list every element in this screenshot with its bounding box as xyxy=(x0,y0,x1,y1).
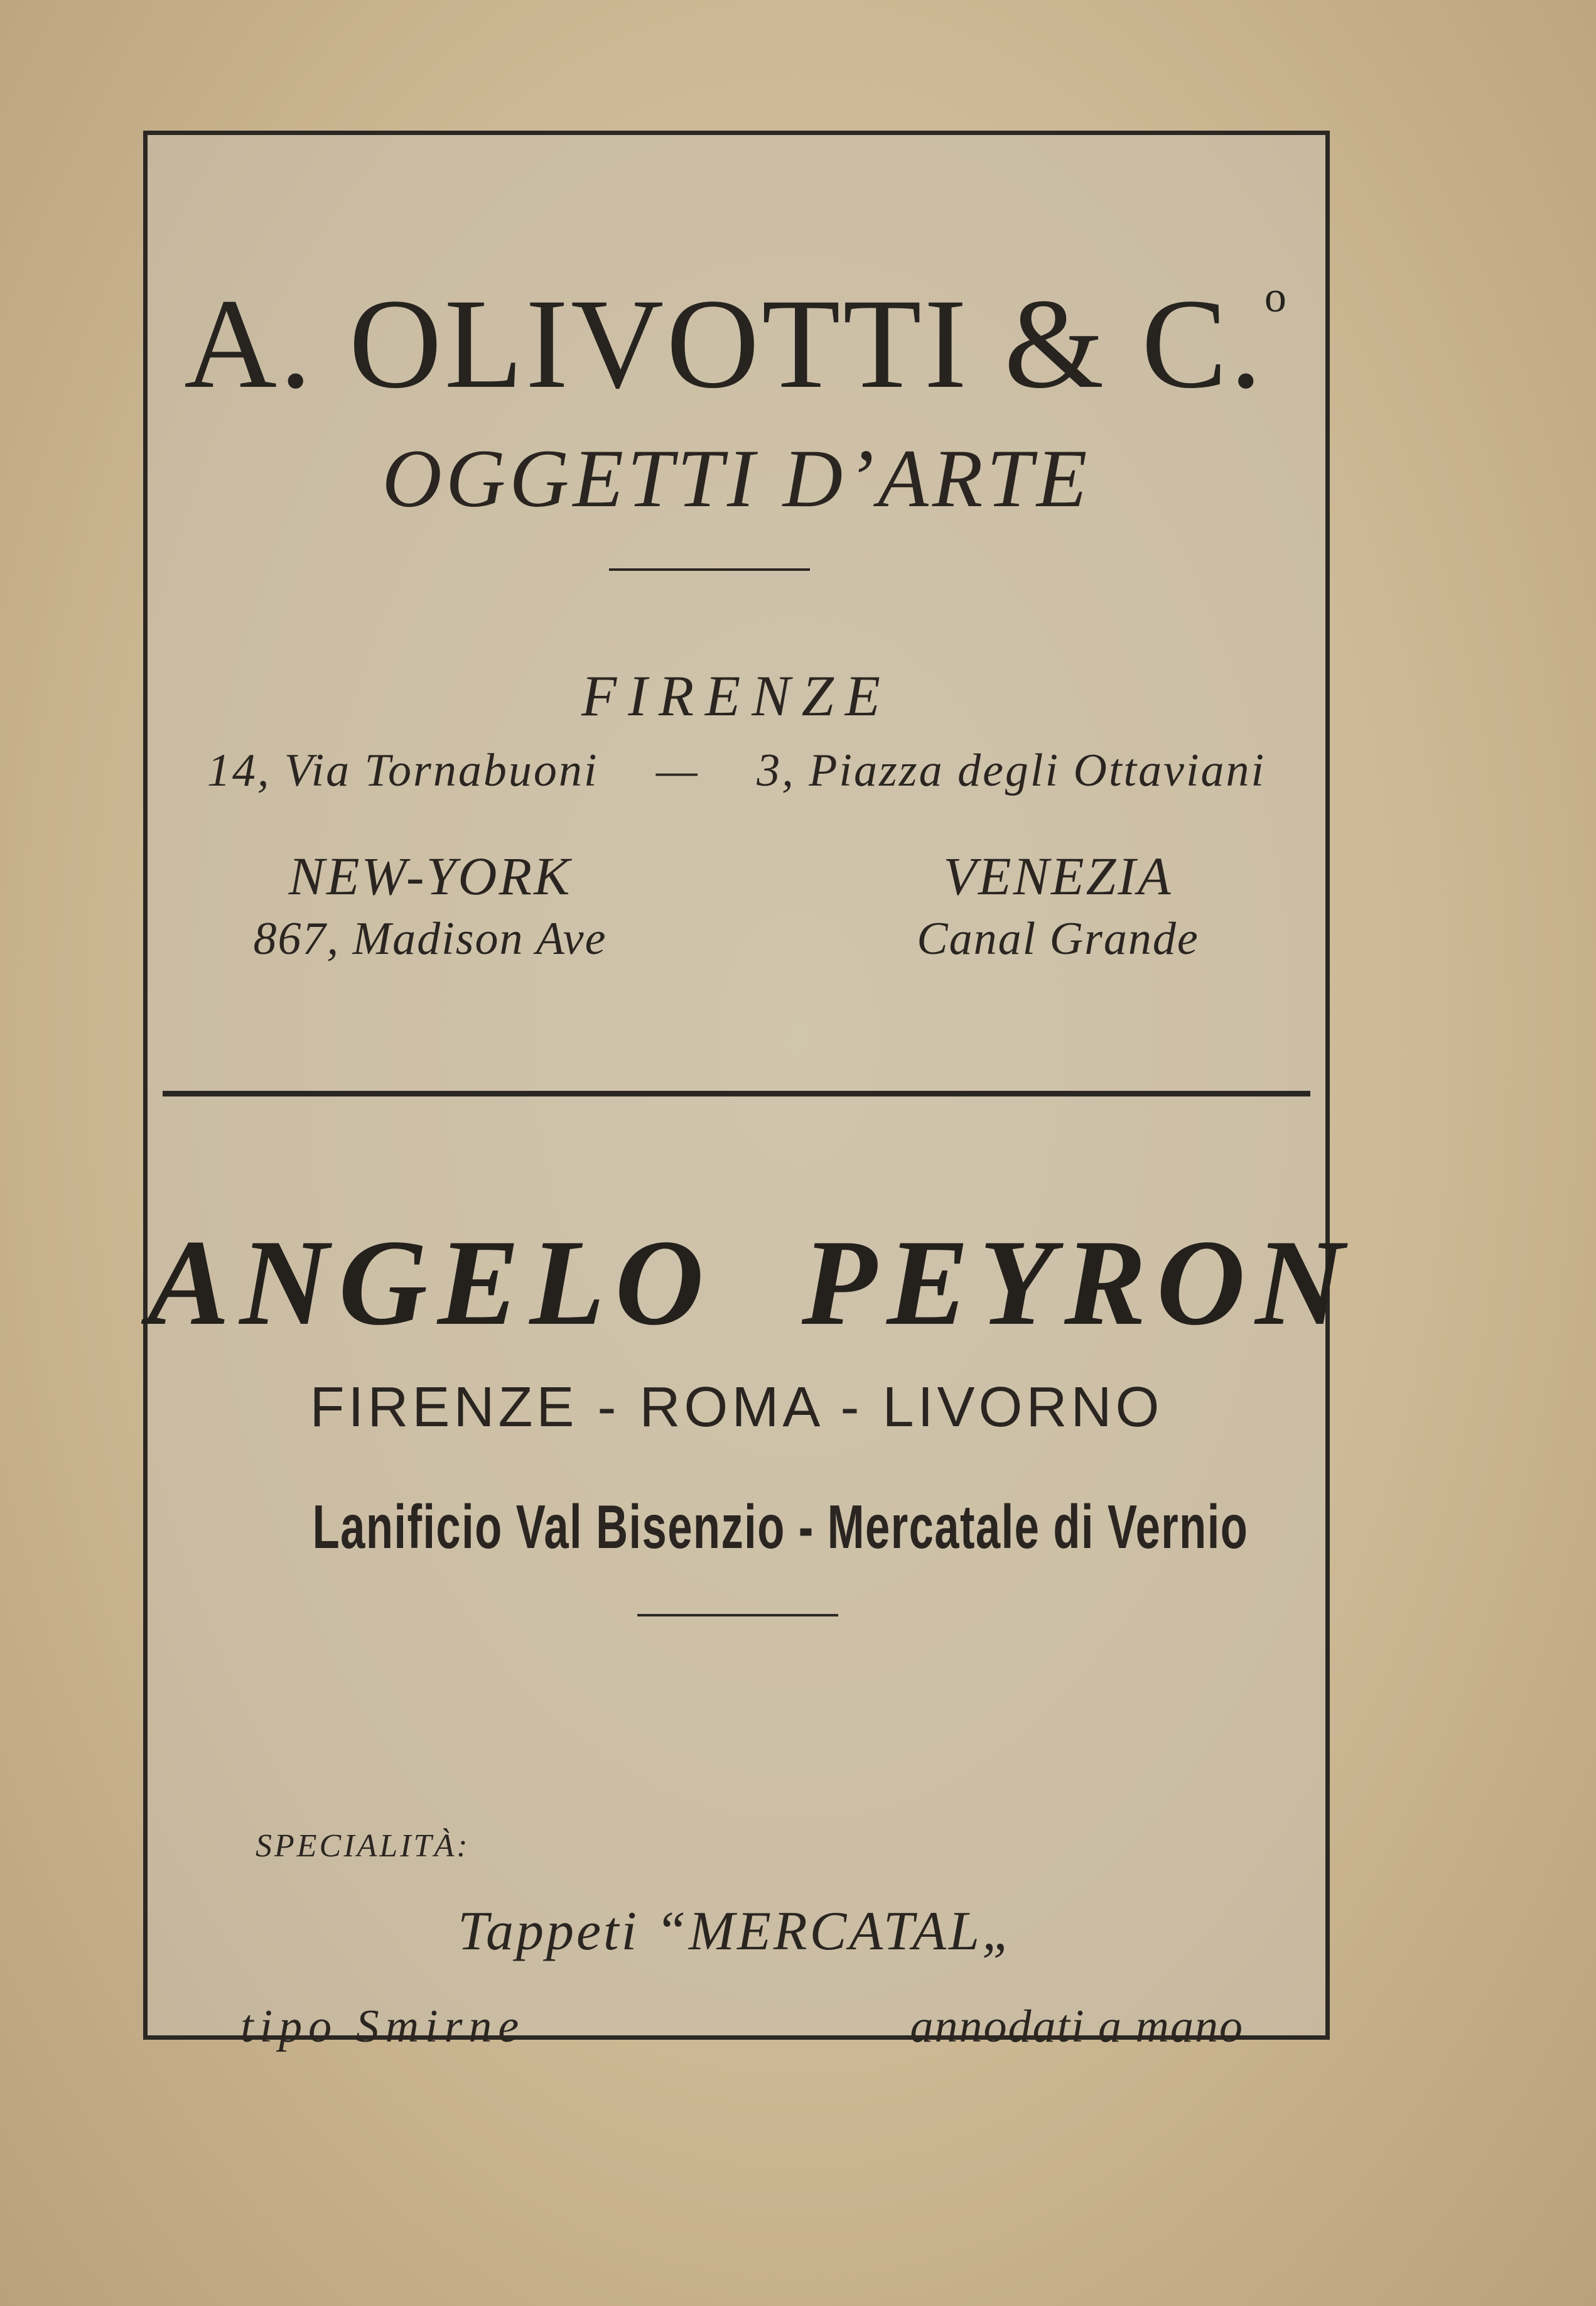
olivotti-branch-venezia xyxy=(863,845,1253,966)
olivotti-address-separator: — xyxy=(655,745,699,796)
advertisement-frame xyxy=(143,131,1354,2052)
olivotti-company-suffix: o xyxy=(1264,273,1289,322)
olivotti-address-right: 3, Piazza degli Ottaviani xyxy=(757,745,1266,796)
olivotti-main-address xyxy=(148,744,1325,798)
olivotti-short-rule xyxy=(609,568,810,571)
olivotti-address-left: 14, Via Tornabuoni xyxy=(207,745,599,796)
peyron-last-name: PEYRON xyxy=(801,1215,1354,1351)
branch-address: 867, Madison Ave xyxy=(253,913,607,965)
olivotti-branch-newyork xyxy=(235,845,625,966)
product-type-right: annodati a mano xyxy=(910,2001,1244,2052)
peyron-first-name: ANGELO xyxy=(148,1215,714,1351)
peyron-short-rule xyxy=(637,1614,838,1616)
branch-address: Canal Grande xyxy=(917,913,1199,965)
olivotti-company-name: A. OLIVOTTI & C. xyxy=(184,273,1264,415)
product-name: Tappeti “MERCATAL„ xyxy=(458,1901,1015,1962)
olivotti-title xyxy=(148,270,1325,418)
peyron-mill: Lanificio Val Bisenzio - Mercatale di Vernio xyxy=(312,1492,1249,1561)
olivotti-main-city: FIRENZE xyxy=(581,664,892,728)
section-divider xyxy=(163,1091,1310,1096)
specialty-label: SPECIALITÀ: xyxy=(256,1828,470,1864)
branch-city: VENEZIA xyxy=(943,846,1173,906)
branch-city: NEW-YORK xyxy=(288,846,572,906)
product-type-left: tipo Smirne xyxy=(240,2001,526,2052)
peyron-cities: FIRENZE - ROMA - LIVORNO xyxy=(310,1376,1163,1439)
olivotti-subtitle: OGGETTI D’ARTE xyxy=(382,432,1091,524)
peyron-title xyxy=(148,1212,1354,1353)
